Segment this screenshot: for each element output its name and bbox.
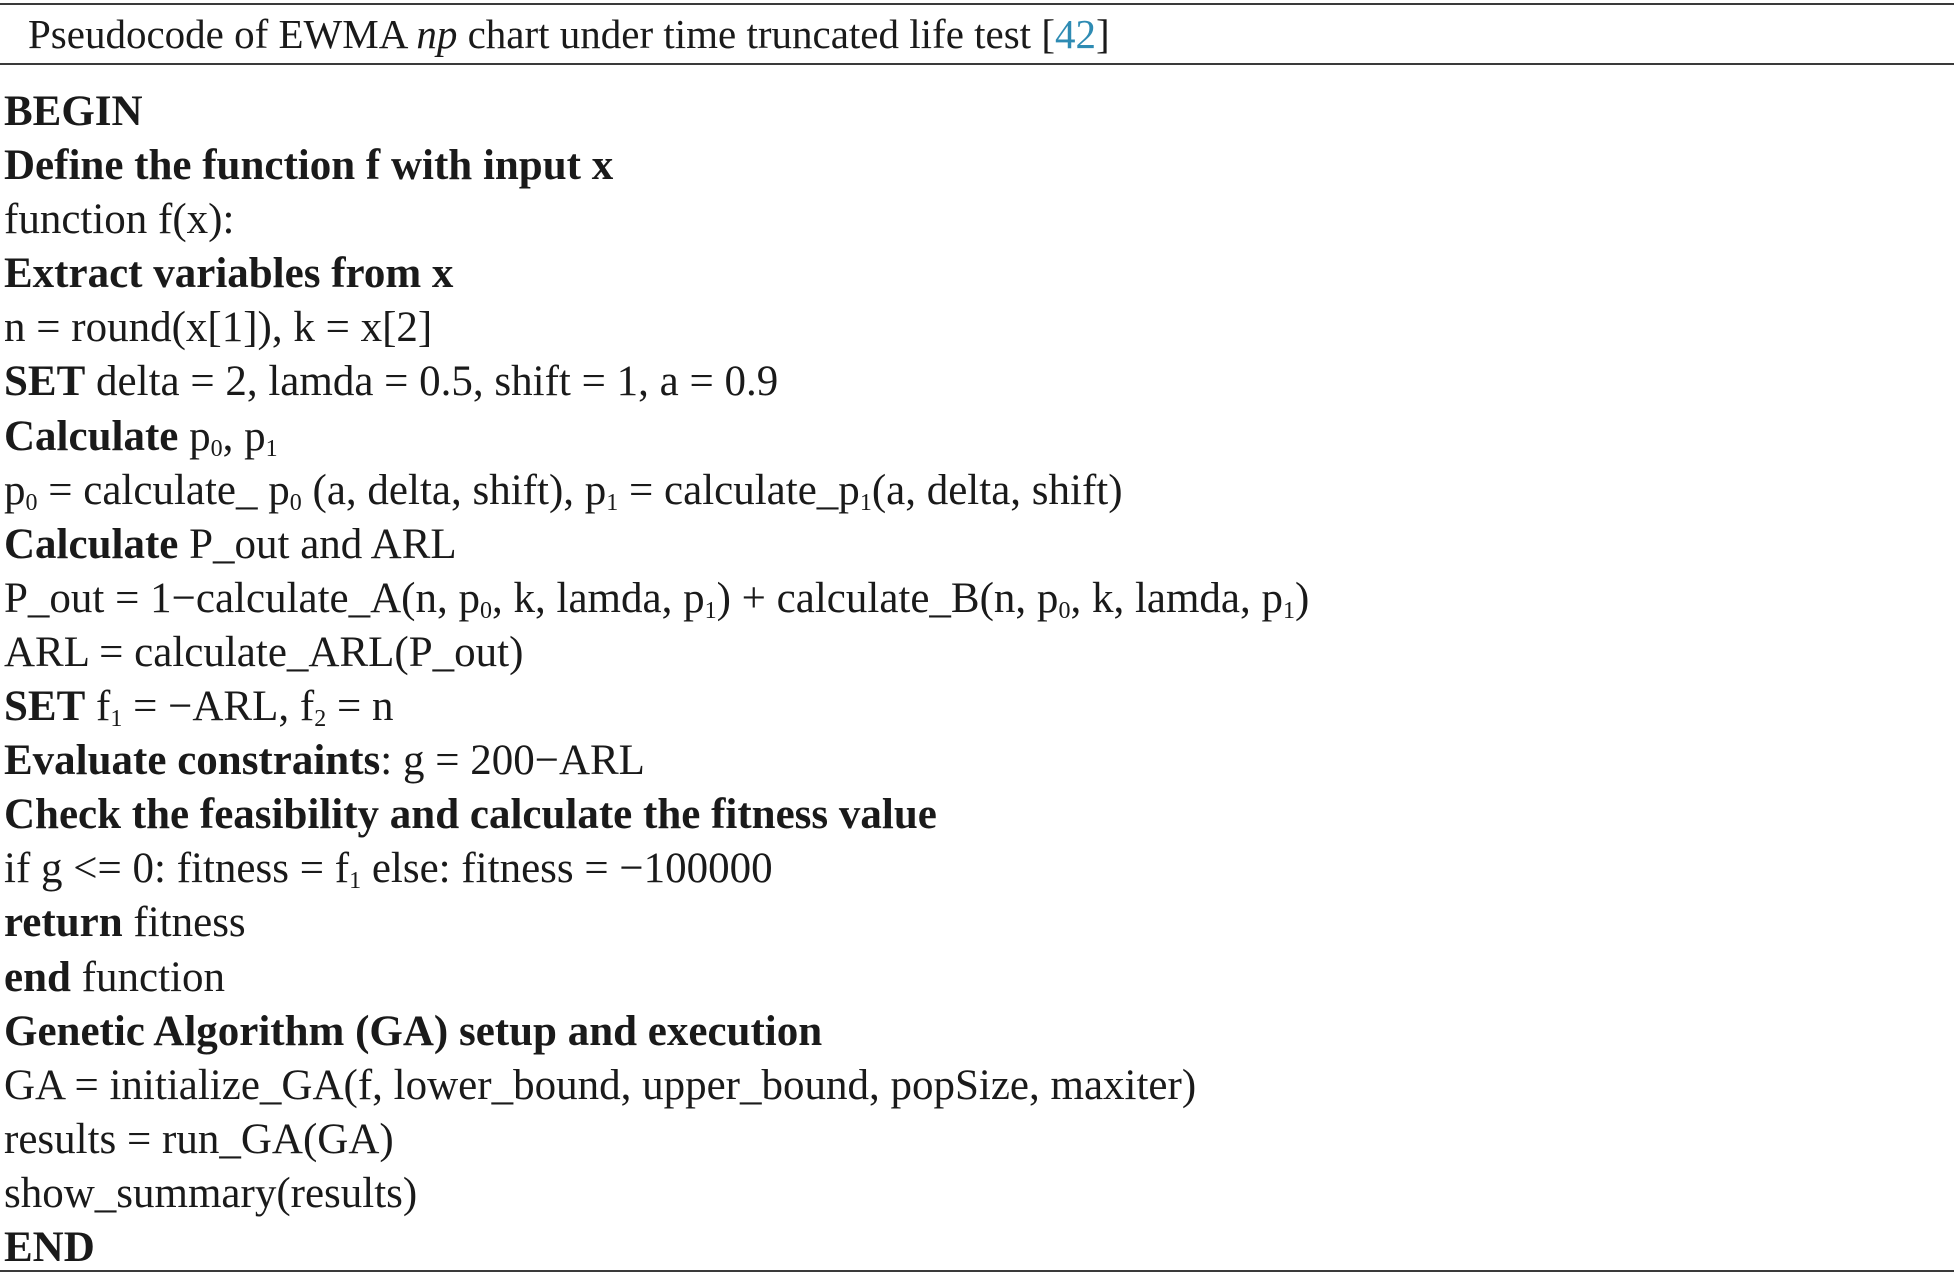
- caption-italic: np: [416, 11, 458, 57]
- code-line: [4, 1059, 1309, 1113]
- code-line: [4, 247, 1309, 301]
- caption-text-rest: chart under time truncated life test [: [457, 11, 1055, 57]
- subscript: 1: [606, 489, 619, 516]
- subscript: 1: [704, 597, 717, 624]
- code-text: , k, lamda, p: [1070, 574, 1284, 622]
- code-text: GA = initialize_GA(f, lower_bound, upper_bound, popSize, maxiter): [4, 1061, 1197, 1109]
- code-text: ARL = calculate_ARL(P_out): [4, 628, 524, 676]
- code-line: [4, 788, 1309, 842]
- subscript: 0: [480, 597, 493, 624]
- table-caption: [28, 6, 1110, 62]
- code-text: (a, delta, shift): [871, 466, 1123, 514]
- code-line: [4, 1113, 1309, 1167]
- keyword: Evaluate constraints: [4, 737, 381, 785]
- subscript: 1: [349, 868, 362, 895]
- code-line: [4, 518, 1309, 572]
- code-text: n = round(x[1]), k = x[2]: [4, 304, 433, 352]
- header-rule: [0, 63, 1954, 65]
- subscript: 0: [1058, 597, 1071, 624]
- code-line: [4, 193, 1309, 247]
- caption-text: Pseudocode of EWMA: [28, 11, 417, 57]
- code-text: ): [1295, 574, 1310, 622]
- code-line: [4, 301, 1309, 355]
- code-text: show_summary(results): [4, 1169, 418, 1217]
- code-text: results = run_GA(GA): [4, 1115, 394, 1163]
- keyword: Genetic Algorithm (GA) setup and execution: [4, 1007, 823, 1055]
- code-line: [4, 680, 1309, 734]
- code-line: [4, 572, 1309, 626]
- code-text: P_out and ARL: [178, 520, 457, 568]
- keyword: Extract variables from x: [4, 250, 454, 298]
- code-text: = n: [326, 683, 394, 731]
- pseudocode-body: [4, 85, 1309, 1275]
- code-line: [4, 85, 1309, 139]
- citation-link[interactable]: 42: [1054, 11, 1096, 57]
- code-text: : g = 200−ARL: [380, 737, 645, 785]
- code-text: fitness: [122, 899, 246, 947]
- code-line: [4, 734, 1309, 788]
- bottom-rule: [0, 1270, 1954, 1272]
- code-line: [4, 410, 1309, 464]
- code-line: [4, 355, 1309, 409]
- code-text: = −ARL, f: [122, 683, 315, 731]
- code-line: [4, 626, 1309, 680]
- keyword: SET: [4, 358, 86, 406]
- keyword: END: [4, 1223, 95, 1271]
- subscript: 1: [859, 489, 872, 516]
- subscript: 1: [1283, 597, 1296, 624]
- code-text: p: [4, 466, 26, 514]
- code-text: delta = 2, lamda = 0.5, shift = 1, a = 0.9: [85, 358, 779, 406]
- caption-close-bracket: ]: [1095, 11, 1110, 57]
- subscript: 0: [289, 489, 302, 516]
- code-text: ) + calculate_B(n, p: [716, 574, 1059, 622]
- code-line: [4, 139, 1309, 193]
- code-text: (a, delta, shift), p: [301, 466, 607, 514]
- code-line: [4, 1005, 1309, 1059]
- keyword: BEGIN: [4, 88, 143, 135]
- code-text: p: [178, 412, 211, 460]
- subscript: 0: [210, 435, 223, 462]
- subscript: 0: [25, 489, 38, 516]
- code-text: function f(x):: [4, 196, 235, 244]
- code-line: [4, 896, 1309, 950]
- code-line: [4, 1221, 1309, 1275]
- code-line: [4, 1167, 1309, 1221]
- code-text: = calculate_ p: [37, 466, 290, 514]
- keyword: Define the function f with input x: [4, 142, 614, 190]
- code-text: function: [70, 953, 225, 1001]
- top-rule: [0, 3, 1954, 5]
- subscript: 2: [314, 706, 327, 733]
- code-text: = calculate_p: [618, 466, 860, 514]
- code-text: f: [85, 683, 111, 731]
- keyword: return: [4, 899, 123, 947]
- code-line: [4, 842, 1309, 896]
- code-text: else: fitness = −100000: [361, 845, 773, 893]
- keyword: SET: [4, 683, 86, 731]
- code-line: [4, 951, 1309, 1005]
- keyword: Calculate: [4, 412, 179, 460]
- keyword: Calculate: [4, 520, 179, 568]
- subscript: 1: [265, 435, 278, 462]
- code-line: [4, 464, 1309, 518]
- code-text: if g <= 0: fitness = f: [4, 845, 350, 893]
- subscript: 1: [110, 706, 123, 733]
- code-text: , p: [222, 412, 266, 460]
- code-text: , k, lamda, p: [492, 574, 705, 622]
- code-text: P_out = 1−calculate_A(n, p: [4, 574, 481, 622]
- keyword: Check the feasibility and calculate the fitness value: [4, 791, 937, 839]
- keyword: end: [4, 953, 71, 1001]
